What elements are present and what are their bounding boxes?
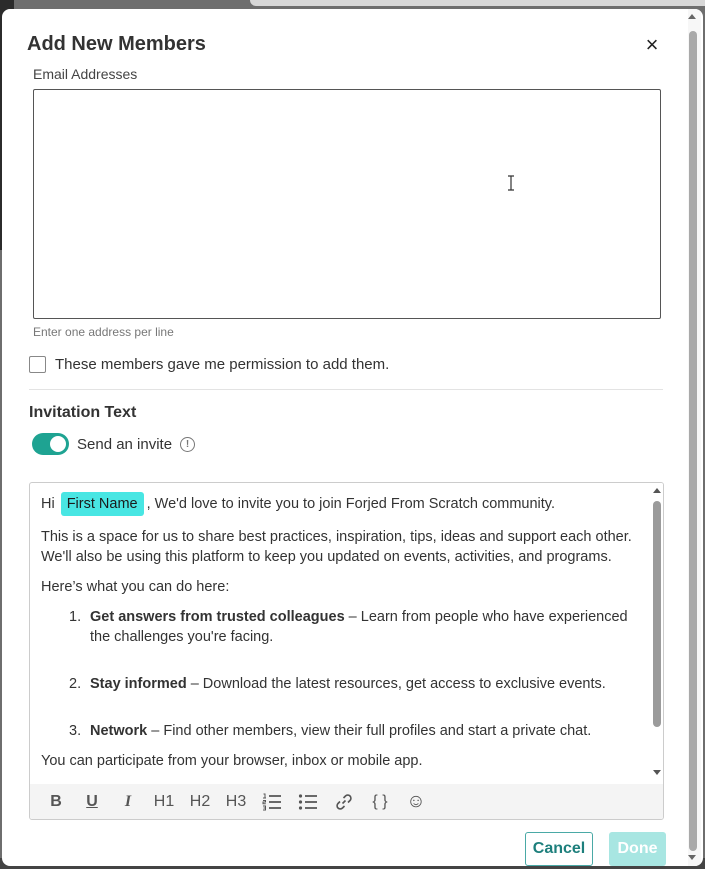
benefits-list bbox=[41, 607, 641, 751]
link-button[interactable] bbox=[326, 789, 362, 815]
greeting-text: Hi bbox=[41, 496, 55, 512]
emoji-button[interactable]: ☺ bbox=[406, 790, 426, 812]
editor-content[interactable] bbox=[30, 483, 652, 783]
bullet-list-button[interactable] bbox=[290, 789, 326, 815]
underline-button[interactable]: U bbox=[86, 792, 98, 810]
bold-button[interactable]: B bbox=[50, 792, 62, 810]
list-item-text: – Find other members, view their full profiles and start a private chat. bbox=[147, 723, 592, 739]
modal-scroll-down-icon[interactable] bbox=[688, 855, 696, 860]
scroll-down-arrow-icon[interactable] bbox=[653, 770, 661, 775]
list-item-number: 2. bbox=[69, 676, 82, 692]
what-you-can-do-paragraph: Here’s what you can do here: bbox=[41, 579, 230, 595]
editor-scrollbar[interactable] bbox=[651, 483, 663, 783]
list-item bbox=[41, 607, 641, 674]
formatting-toolbar bbox=[30, 784, 663, 819]
modal-scroll-thumb[interactable] bbox=[689, 31, 697, 851]
permission-checkbox[interactable] bbox=[29, 356, 46, 373]
list-item-bold: Network bbox=[90, 723, 148, 739]
numbered-list-button[interactable] bbox=[254, 789, 290, 815]
backdrop-top-region bbox=[250, 0, 705, 6]
closing-paragraph: You can participate from your browser, inbox or mobile app. bbox=[41, 753, 423, 769]
heading-2-button[interactable]: H2 bbox=[189, 792, 211, 810]
italic-button[interactable]: I bbox=[124, 792, 132, 810]
editor-scroll-thumb[interactable] bbox=[653, 501, 661, 727]
numbered-list-icon bbox=[262, 793, 282, 811]
toggle-knob bbox=[50, 436, 66, 452]
list-item-number: 3. bbox=[69, 723, 82, 739]
list-item-number: 1. bbox=[69, 609, 82, 625]
modal-scroll-up-icon[interactable] bbox=[688, 14, 696, 19]
modal-scrollbar[interactable] bbox=[688, 9, 701, 866]
bullet-list-icon bbox=[298, 793, 318, 811]
scroll-up-arrow-icon[interactable] bbox=[653, 488, 661, 493]
list-item-text: – Learn from people who have experienced the challenges you're facing. bbox=[90, 609, 628, 645]
first-name-chip[interactable]: First Name bbox=[61, 492, 144, 516]
send-invite-row bbox=[32, 433, 195, 455]
link-icon bbox=[335, 793, 353, 811]
send-invite-label: Send an invite bbox=[77, 435, 173, 453]
list-item-bold: Stay informed bbox=[90, 676, 187, 692]
list-item-text: – Download the latest resources, get access to exclusive events. bbox=[186, 676, 606, 692]
section-divider bbox=[29, 389, 663, 390]
heading-3-button[interactable]: H3 bbox=[225, 792, 247, 810]
list-item-bold: Get answers from trusted colleagues bbox=[90, 609, 345, 625]
intro-paragraph: This is a space for us to share best practices, inspiration, tips, ideas and support each other. We'll also be using this platform to keep you updated on events, activities, and programs. bbox=[41, 529, 632, 565]
send-invite-toggle[interactable] bbox=[32, 433, 69, 455]
greeting-rest: , We'd love to invite you to join Forjed From Scratch community. bbox=[146, 496, 555, 512]
code-button[interactable]: { } bbox=[372, 792, 388, 810]
done-button[interactable]: Done bbox=[609, 832, 666, 866]
list-item bbox=[41, 674, 641, 721]
invitation-text-heading: Invitation Text bbox=[29, 404, 137, 421]
modal-title: Add New Members bbox=[27, 33, 206, 55]
email-addresses-label: Email Addresses bbox=[33, 66, 138, 82]
cancel-button[interactable]: Cancel bbox=[525, 832, 593, 866]
close-icon[interactable]: × bbox=[645, 32, 659, 57]
greeting-line bbox=[41, 492, 555, 516]
permission-row bbox=[29, 356, 389, 373]
email-hint: Enter one address per line bbox=[33, 325, 174, 339]
heading-1-button[interactable]: H1 bbox=[153, 792, 175, 810]
add-members-modal bbox=[2, 9, 703, 866]
list-item bbox=[41, 721, 641, 751]
info-icon[interactable]: ! bbox=[180, 437, 195, 452]
invitation-editor[interactable] bbox=[29, 482, 664, 820]
permission-label: These members gave me permission to add them. bbox=[55, 356, 390, 373]
email-addresses-input[interactable] bbox=[33, 89, 661, 319]
